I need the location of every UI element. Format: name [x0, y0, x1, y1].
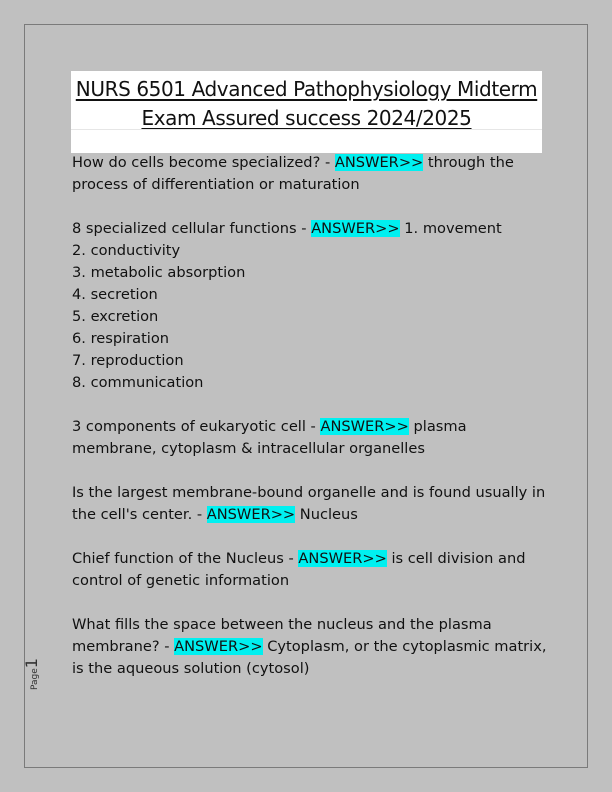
page-number: 1: [22, 658, 41, 669]
qa-content: [72, 152, 547, 702]
list-item: 4. secretion: [72, 286, 158, 303]
page-word: Page: [30, 668, 40, 690]
page-number-label: [22, 650, 41, 690]
qa-item-5: [72, 548, 547, 592]
qa-item-6: [72, 614, 547, 680]
answer-text: Cytoplasm, or the cytoplasmic matrix, is the aqueous solution (cytosol): [72, 638, 547, 677]
qa-item-2: [72, 218, 547, 394]
answer-text: is cell division and control of genetic information: [72, 550, 526, 589]
title-divider: [71, 129, 542, 130]
list-item: 5. excretion: [72, 308, 159, 325]
question-text: Chief function of the Nucleus -: [72, 550, 299, 567]
title-line-1: NURS 6501 Advanced Pathophysiology Midterm: [75, 77, 538, 101]
question-text: How do cells become specialized? -: [72, 154, 335, 171]
list-item: 3. metabolic absorption: [72, 264, 246, 281]
answer-text: Nucleus: [295, 506, 358, 523]
answer-marker: ANSWER>>: [174, 638, 263, 655]
question-text: 8 specialized cellular functions -: [72, 220, 312, 237]
qa-item-4: [72, 482, 547, 526]
title-line-2: Exam Assured success 2024/2025: [141, 106, 472, 130]
list-item: 7. reproduction: [72, 352, 184, 369]
question-text: What fills the space between the nucleus and the plasma membrane? -: [72, 616, 492, 655]
answer-marker: ANSWER>>: [320, 418, 409, 435]
list-item: 8. communication: [72, 374, 204, 391]
answer-marker: ANSWER>>: [334, 154, 424, 171]
answer-marker: ANSWER>>: [298, 550, 387, 567]
answer-text: through the process of differentiation or maturation: [72, 154, 514, 193]
question-text: 3 components of eukaryotic cell -: [72, 418, 321, 435]
qa-item-1: [72, 152, 547, 196]
list-item: 6. respiration: [72, 330, 170, 347]
question-text: Is the largest membrane-bound organelle and is found usually in the cell's center. -: [72, 484, 546, 523]
list-item: 2. conductivity: [72, 242, 181, 259]
answer-marker: ANSWER>>: [311, 220, 400, 237]
qa-item-3: [72, 416, 547, 460]
answer-marker: ANSWER>>: [206, 506, 296, 523]
answer-text: 1. movement: [399, 220, 502, 237]
answer-text: plasma membrane, cytoplasm & intracellular organelles: [72, 418, 467, 457]
document-title: [71, 71, 542, 153]
